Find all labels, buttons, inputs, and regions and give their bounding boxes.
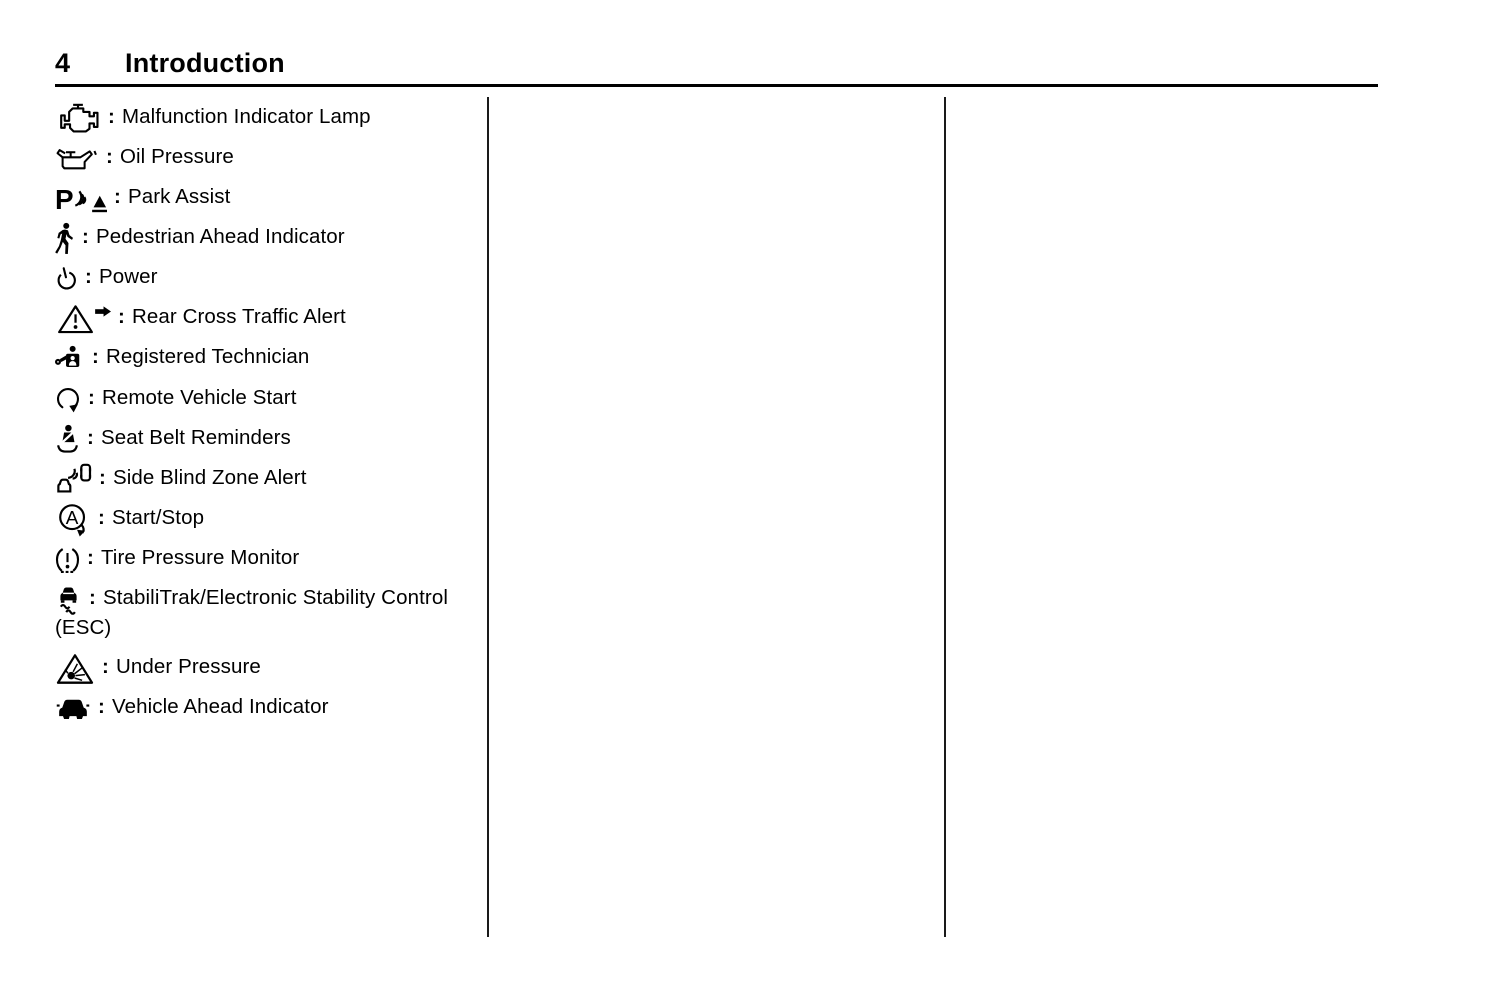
page-number: 4: [55, 48, 71, 78]
remote-vehicle-start-icon: [55, 384, 81, 413]
legend-item: [55, 297, 455, 337]
power-icon: [55, 263, 78, 292]
legend-item: [55, 217, 455, 257]
engine-icon: [55, 103, 101, 132]
symbol-label: Under Pressure: [115, 655, 261, 679]
legend-item: [55, 687, 455, 727]
legend-item: [55, 177, 455, 217]
colon-separator: :: [89, 585, 96, 609]
legend-item: [55, 458, 455, 498]
colon-separator: :: [98, 505, 105, 529]
legend-item: [55, 498, 455, 538]
seat-belt-icon: [55, 424, 80, 453]
legend-item: [55, 137, 455, 177]
legend-item: [55, 257, 455, 297]
stabilitrak-icon: [55, 584, 82, 613]
symbol-label: StabiliTrak/Electronic Stability Control (ESC): [55, 585, 448, 640]
legend-item: [55, 337, 455, 377]
start-stop-icon: [55, 504, 91, 533]
symbol-label: Remote Vehicle Start: [101, 385, 297, 409]
tire-pressure-icon: [55, 544, 80, 573]
park-assist-icon: [55, 183, 107, 212]
symbol-label: Park Assist: [127, 185, 231, 209]
symbol-label: Seat Belt Reminders: [100, 425, 291, 449]
column-divider: [487, 97, 489, 937]
vehicle-ahead-icon: [55, 693, 91, 722]
rear-cross-traffic-icon: [55, 303, 111, 332]
legend-item: [55, 538, 455, 578]
side-blind-zone-icon: [55, 464, 92, 493]
colon-separator: :: [85, 265, 92, 289]
colon-separator: :: [98, 695, 105, 719]
symbol-label: Start/Stop: [111, 505, 205, 529]
symbol-label: Registered Technician: [105, 345, 310, 369]
colon-separator: :: [88, 385, 95, 409]
colon-separator: :: [102, 655, 109, 679]
legend-item: [55, 378, 455, 418]
colon-separator: :: [118, 305, 125, 329]
legend-item: [55, 578, 455, 647]
colon-separator: :: [87, 425, 94, 449]
colon-separator: :: [82, 225, 89, 249]
legend-item: [55, 647, 455, 687]
under-pressure-icon: [55, 653, 95, 682]
symbol-label: Oil Pressure: [119, 145, 234, 169]
header-rule: [55, 84, 1378, 87]
page-title: Introduction: [125, 48, 285, 78]
colon-separator: :: [92, 345, 99, 369]
symbol-label: Rear Cross Traffic Alert: [131, 305, 346, 329]
colon-separator: :: [106, 145, 113, 169]
symbol-label: Malfunction Indicator Lamp: [121, 105, 371, 128]
column-divider: [944, 97, 946, 937]
oil-pressure-icon: [55, 143, 99, 172]
symbol-label: Pedestrian Ahead Indicator: [95, 225, 345, 249]
registered-technician-icon: [55, 344, 85, 373]
pedestrian-icon: [55, 223, 75, 252]
colon-separator: :: [99, 465, 106, 489]
symbol-label: Tire Pressure Monitor: [100, 545, 300, 569]
symbol-label: Side Blind Zone Alert: [112, 465, 307, 489]
colon-separator: :: [108, 105, 115, 128]
colon-separator: :: [87, 545, 94, 569]
symbol-label: Vehicle Ahead Indicator: [111, 695, 329, 719]
legend-item: [55, 97, 455, 137]
colon-separator: :: [114, 185, 121, 209]
symbol-legend: [55, 97, 455, 727]
symbol-label: Power: [98, 265, 158, 289]
legend-item: [55, 418, 455, 458]
